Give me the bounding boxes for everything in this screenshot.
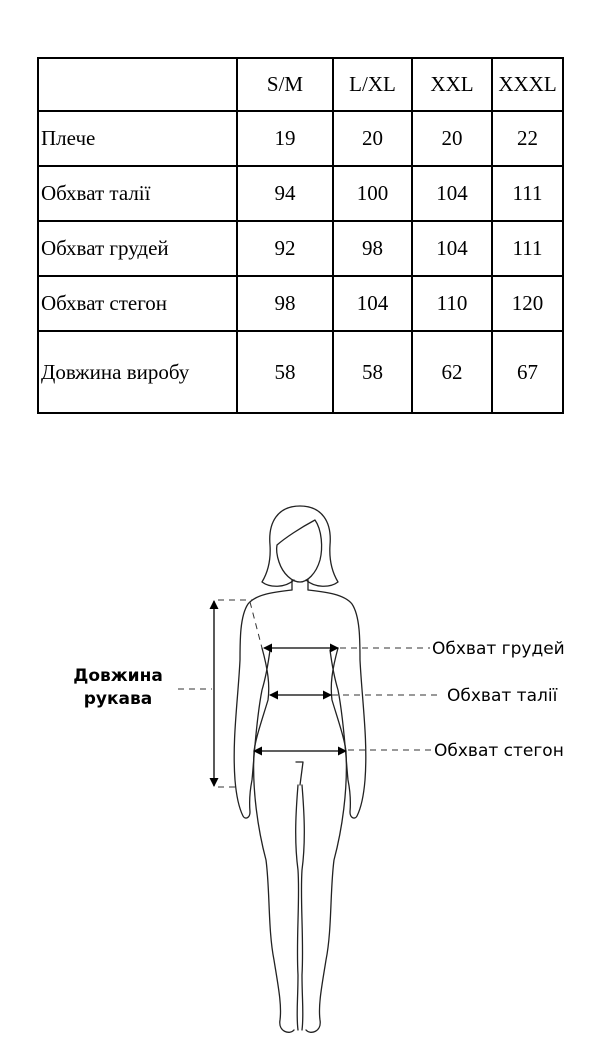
table-cell: 19 — [237, 111, 333, 166]
right-side-outline — [308, 590, 366, 818]
row-label: Обхват талії — [38, 166, 237, 221]
table-cell: 20 — [333, 111, 412, 166]
header-empty-cell — [38, 58, 237, 111]
table-cell: 111 — [492, 221, 563, 276]
table-row — [38, 111, 563, 166]
hips-label: Обхват стегон — [434, 741, 564, 761]
table-cell: 67 — [492, 331, 563, 413]
column-header: S/M — [237, 58, 333, 111]
table-cell: 62 — [412, 331, 492, 413]
table-cell: 104 — [412, 221, 492, 276]
body-outline — [234, 506, 366, 1032]
chest-label: Обхват грудей — [432, 639, 565, 659]
table-cell: 110 — [412, 276, 492, 331]
table-cell: 94 — [237, 166, 333, 221]
column-header: XXL — [412, 58, 492, 111]
column-header: XXXL — [492, 58, 563, 111]
table-cell: 22 — [492, 111, 563, 166]
row-label: Обхват стегон — [38, 276, 237, 331]
waist-label: Обхват талії — [447, 686, 558, 706]
sleeve-length-label-line2: рукава — [83, 689, 153, 709]
table-cell: 20 — [412, 111, 492, 166]
hair-outline — [262, 506, 338, 586]
table-cell: 111 — [492, 166, 563, 221]
sleeve-length-label-line1: Довжина — [73, 666, 163, 686]
table-cell: 104 — [333, 276, 412, 331]
table-row — [38, 276, 563, 331]
size-table — [37, 57, 564, 414]
column-header: L/XL — [333, 58, 412, 111]
table-cell: 98 — [237, 276, 333, 331]
table-cell: 92 — [237, 221, 333, 276]
table-cell: 98 — [333, 221, 412, 276]
row-label: Довжина виробу — [38, 331, 237, 413]
table-header-row — [38, 58, 563, 111]
table-cell: 58 — [237, 331, 333, 413]
table-row — [38, 331, 563, 413]
inner-legs — [296, 762, 305, 1030]
table-cell: 58 — [333, 331, 412, 413]
row-label: Плече — [38, 111, 237, 166]
row-label: Обхват грудей — [38, 221, 237, 276]
table-row — [38, 166, 563, 221]
guide-lines — [178, 600, 442, 787]
face-outline — [277, 520, 322, 582]
table-cell: 120 — [492, 276, 563, 331]
table-cell: 104 — [412, 166, 492, 221]
left-side-outline — [234, 590, 292, 818]
table-row — [38, 221, 563, 276]
measurement-figure — [0, 480, 600, 1061]
table-cell: 100 — [333, 166, 412, 221]
